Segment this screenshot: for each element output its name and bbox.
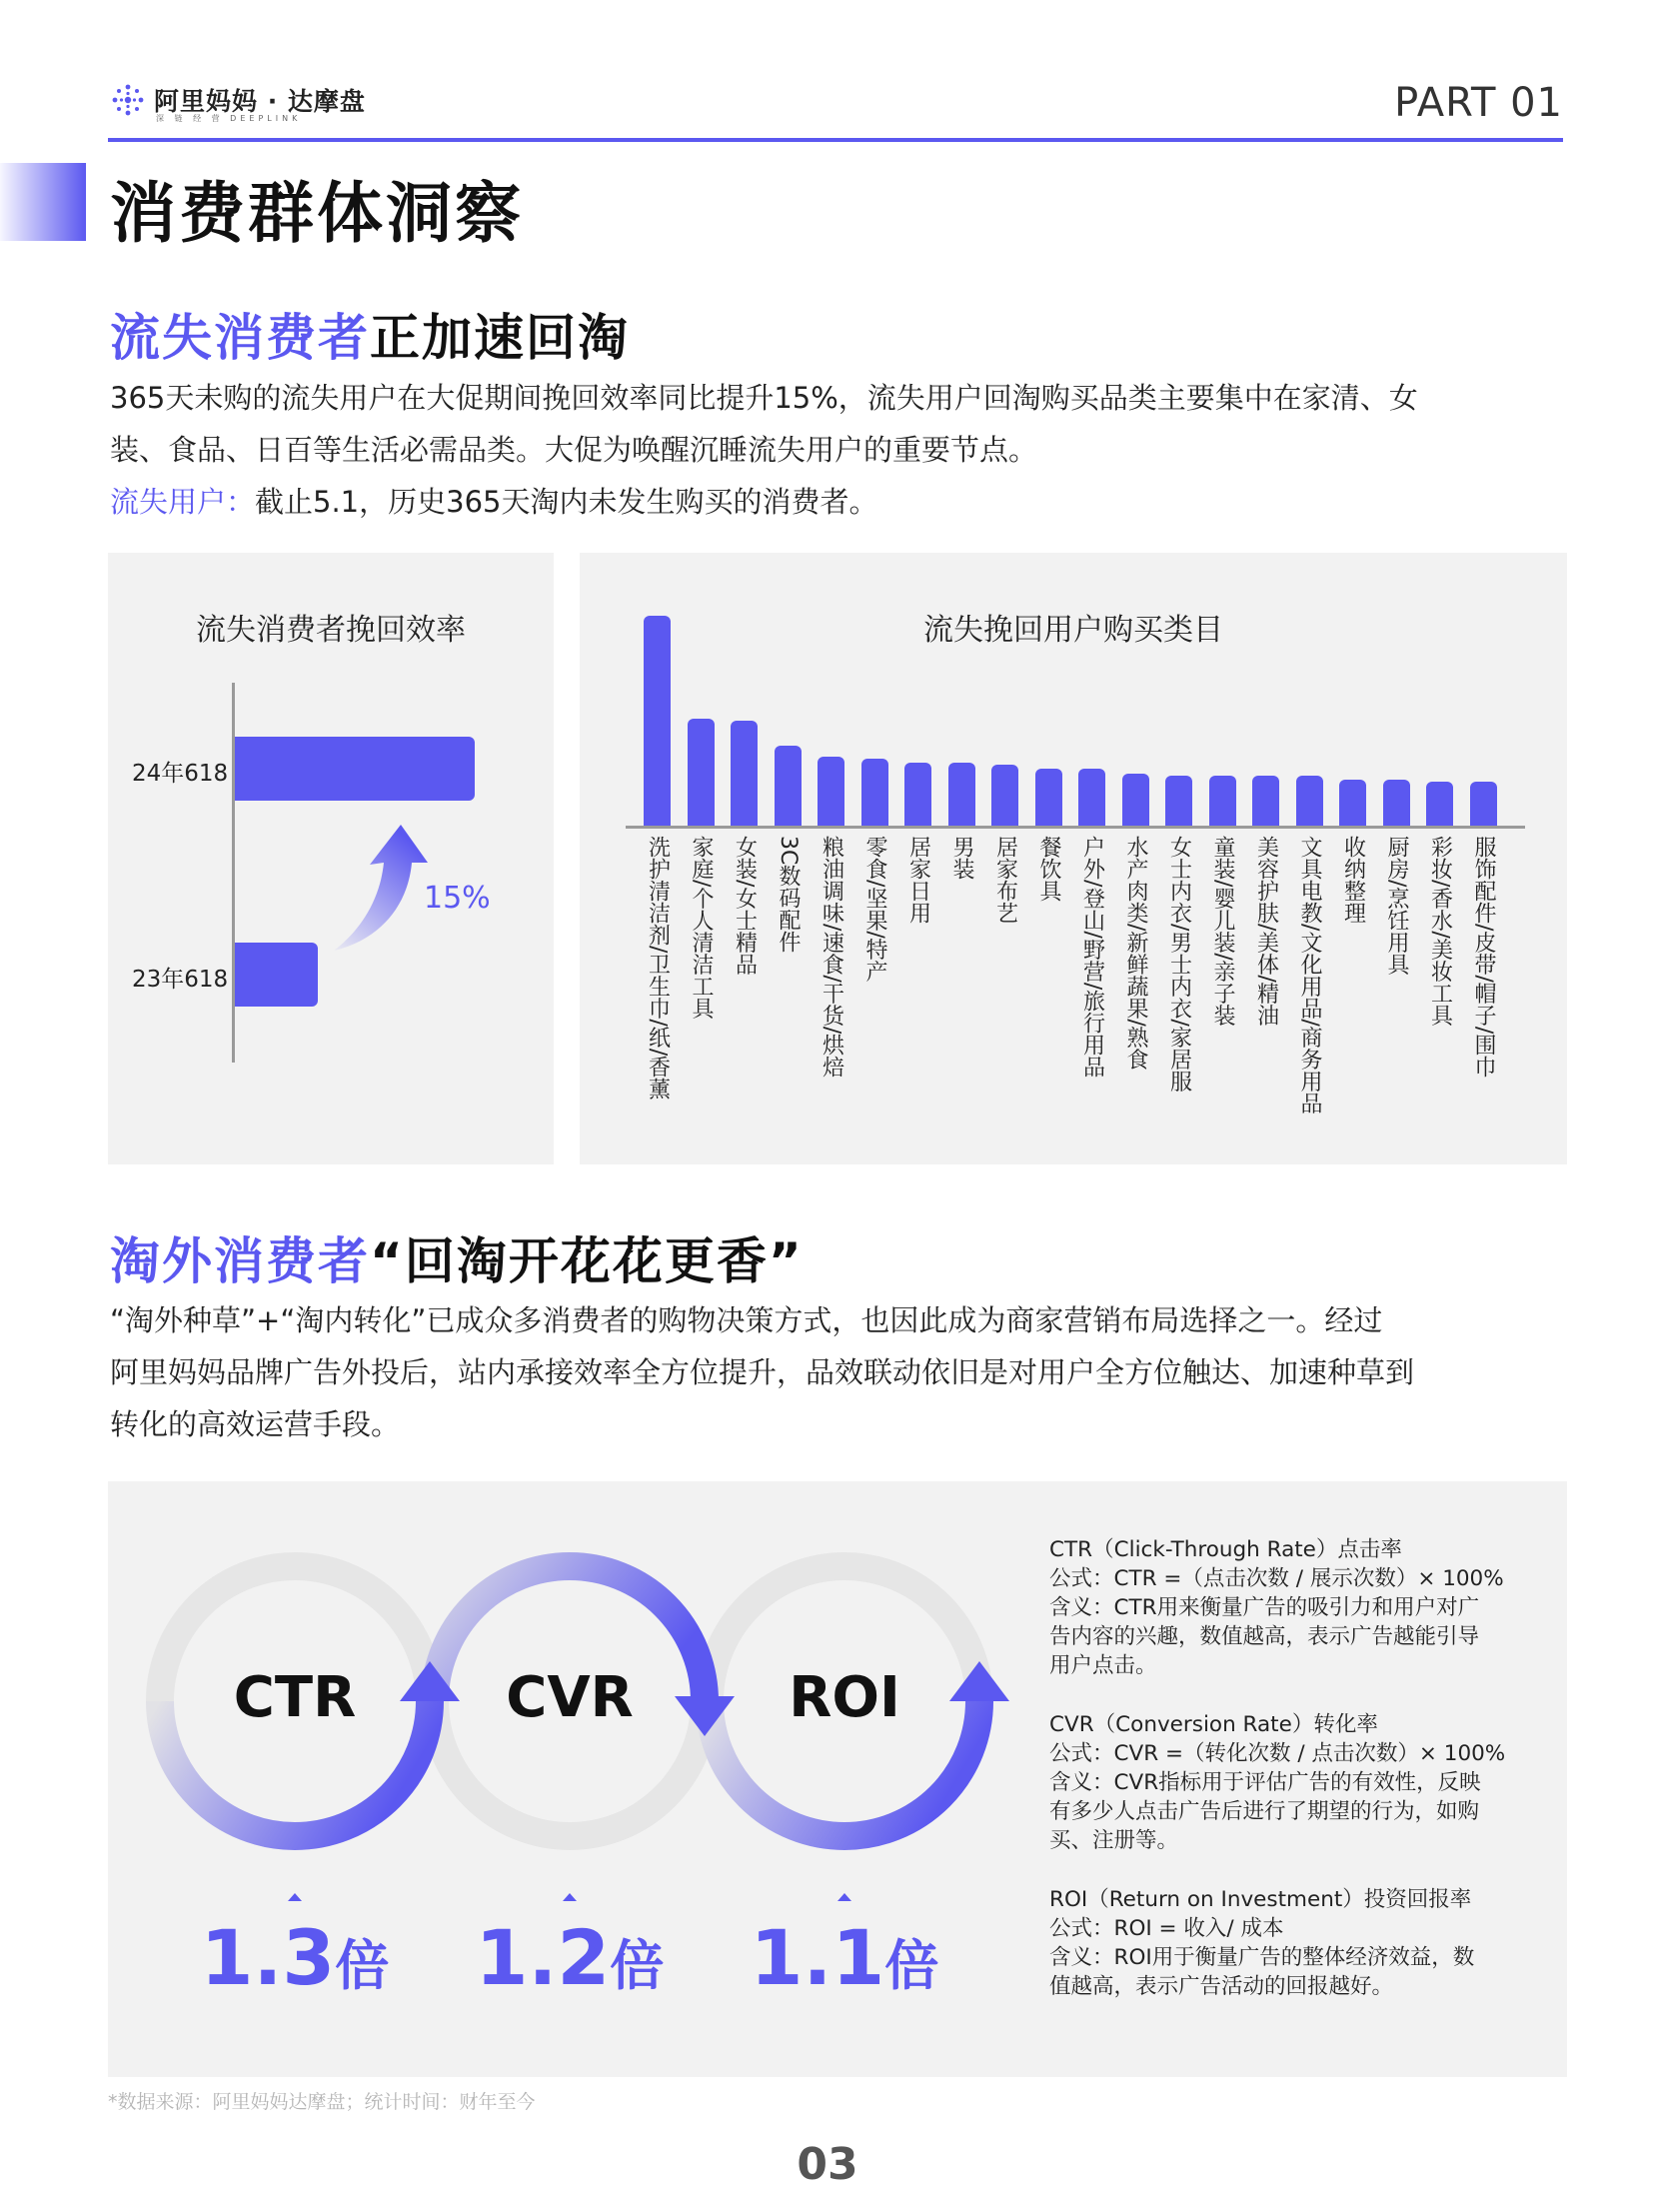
vbar: [1035, 769, 1062, 826]
section2-line: 转化的高效运营手段。: [110, 1407, 401, 1441]
vbar-label: 女士内衣/男士内衣/家居服: [1166, 836, 1192, 1093]
definition-label: 流失用户：: [110, 485, 256, 519]
definition-meaning: 告内容的兴趣，数值越高，表示广告越能引导: [1049, 1624, 1480, 1649]
vbar-label: 男装: [949, 836, 974, 880]
definition-formula: 公式：CVR =（转化次数 / 点击次数）× 100%: [1049, 1741, 1506, 1766]
section1-title: [110, 298, 630, 370]
hbar-label: 24年618: [132, 761, 229, 787]
vbar: [991, 765, 1018, 826]
vbar-label: 零食/坚果/特产: [862, 836, 887, 983]
definition-meaning: 含义：ROI用于衡量广告的整体经济效益，数: [1049, 1945, 1475, 1970]
definition-line: [110, 476, 1569, 528]
vbar-label: 美容护肤/美体/精油: [1253, 836, 1279, 1027]
pointer-icon: [837, 1893, 851, 1901]
section2-line: “淘外种草”+“淘内转化”已成众多消费者的购物决策方式，也因此成为商家营销布局选择之一。经过: [110, 1303, 1383, 1337]
chart-title: 流失消费者挽回效率: [196, 613, 466, 648]
vbar: [1296, 776, 1323, 826]
section2-line: 阿里妈妈品牌广告外投后，站内承接效率全方位提升，品效联动依旧是对用户全方位触达、加速种草到: [110, 1355, 1415, 1389]
vbar-label: 户外/登山/野营/旅行用品: [1079, 836, 1105, 1079]
definition-meaning: 值越高，表示广告活动的回报越好。: [1049, 1974, 1394, 1999]
vbar: [948, 763, 975, 826]
section2-title: [110, 1221, 804, 1293]
section1-line: 365天未购的流失用户在大促期间挽回效率同比提升15%，流失用户回淘购买品类主要集中在家清、女: [110, 381, 1418, 415]
vbar-label: 厨房/烹饪用具: [1384, 836, 1409, 976]
logo-name: 阿里妈妈 · 达摩盘: [154, 87, 366, 116]
multiplier-unit: 倍: [884, 1934, 939, 1997]
definition-meaning: 用户点击。: [1049, 1653, 1157, 1678]
growth-arrow-icon: [328, 823, 438, 953]
definition-meaning: 含义：CTR用来衡量广告的吸引力和用户对广: [1049, 1595, 1480, 1620]
section1-paragraph: [110, 372, 1569, 528]
brand-logo: [108, 80, 368, 124]
vbar-label: 文具电教/文化用品/商务用品: [1297, 836, 1322, 1114]
cvr-multiplier: [440, 1913, 700, 2002]
ctr-definition: [1049, 1535, 1549, 1680]
vbar: [1470, 782, 1497, 826]
roi-definition: [1049, 1885, 1549, 2001]
data-source-note: *数据来源：阿里妈妈达摩盘；统计时间：财年至今: [108, 2091, 536, 2113]
pointer-icon: [563, 1893, 577, 1901]
pointer-icon: [288, 1893, 302, 1901]
section2-title-rest: “回淘开花花更香”: [370, 1232, 804, 1290]
vbar: [688, 719, 715, 826]
vbar: [1122, 774, 1149, 827]
vbar: [818, 757, 844, 826]
vbar: [1078, 769, 1105, 826]
section2-title-highlight: 淘外消费者: [110, 1232, 370, 1290]
multiplier-value: 1.1: [750, 1913, 885, 2002]
chart-title: 流失挽回用户购买类目: [923, 613, 1223, 648]
vbar-label: 水产肉类/新鲜蔬果/熟食: [1123, 836, 1148, 1071]
definition-title: CVR（Conversion Rate）转化率: [1049, 1712, 1378, 1737]
vbar-label: 洗护清洁剂/卫生巾/纸/香薰: [645, 836, 671, 1101]
vbar-label: 童装/婴儿装/亲子装: [1210, 836, 1235, 1027]
vbar: [644, 616, 671, 826]
growth-annotation: 15%: [424, 881, 491, 916]
definition-title: CTR（Click-Through Rate）点击率: [1049, 1537, 1402, 1562]
x-axis: [626, 826, 1525, 829]
vbar: [904, 763, 931, 826]
vbar-label: 家庭/个人清洁工具: [689, 836, 714, 1020]
hbar: [235, 943, 318, 1007]
vbar: [1209, 776, 1236, 826]
hbar-label: 23年618: [132, 967, 229, 993]
definition-formula: 公式：ROI = 收入/ 成本: [1049, 1916, 1284, 1941]
multiplier-unit: 倍: [335, 1934, 390, 1997]
definition-meaning: 有多少人点击广告后进行了期望的行为，如购: [1049, 1799, 1480, 1824]
corner-accent: [0, 163, 86, 241]
ctr-multiplier: [165, 1913, 425, 2002]
vbar: [1339, 780, 1366, 826]
vbar-label: 女装/女士精品: [732, 836, 758, 976]
cvr-definition: [1049, 1710, 1549, 1855]
page-title: 消费群体洞察: [110, 175, 524, 252]
part-label: PART 01: [1394, 80, 1563, 126]
vbar: [1165, 776, 1192, 826]
logo-subtitle: 深 链 经 营 DEEPLINK: [156, 114, 302, 123]
vbar: [731, 721, 758, 826]
vbar-label: 居家日用: [905, 836, 931, 924]
definition-meaning: 含义：CVR指标用于评估广告的有效性，反映: [1049, 1770, 1481, 1795]
definition-meaning: 买、注册等。: [1049, 1828, 1179, 1853]
vbar: [775, 746, 802, 826]
vbar-label: 彩妆/香水/美妆工具: [1427, 836, 1453, 1027]
vbar: [1383, 780, 1410, 826]
multiplier-value: 1.2: [475, 1913, 611, 2002]
vbar: [861, 759, 888, 826]
categories-panel: [580, 553, 1567, 1164]
multiplier-unit: 倍: [610, 1934, 665, 1997]
roi-label: ROI: [789, 1665, 900, 1730]
logo-mark-icon: [108, 80, 148, 120]
vbar-label: 3C数码配件: [776, 836, 801, 954]
vbar-label: 粮油调味/速食/干货/烘焙: [819, 836, 844, 1079]
multiplier-value: 1.3: [200, 1913, 336, 2002]
section1-title-rest: 正加速回淘: [370, 309, 630, 367]
hbar: [235, 737, 475, 801]
vbar-label: 服饰配件/皮带/帽子/围巾: [1471, 836, 1496, 1079]
section1-title-highlight: 流失消费者: [110, 309, 370, 367]
definition-text: 截止5.1，历史365天淘内未发生购买的消费者。: [255, 485, 878, 519]
definition-title: ROI（Return on Investment）投资回报率: [1049, 1887, 1472, 1912]
vbar: [1252, 776, 1279, 826]
definition-formula: 公式：CTR =（点击次数 / 展示次数）× 100%: [1049, 1566, 1504, 1591]
page-number: 03: [797, 2139, 858, 2190]
section1-line: 装、食品、日百等生活必需品类。大促为唤醒沉睡流失用户的重要节点。: [110, 433, 1038, 467]
ctr-label: CTR: [233, 1665, 357, 1730]
section2-paragraph: [110, 1294, 1569, 1450]
roi-multiplier: [715, 1913, 974, 2002]
vbar-label: 餐饮具: [1036, 836, 1061, 902]
vbar-label: 收纳整理: [1340, 836, 1366, 924]
header-divider: [108, 138, 1563, 142]
cvr-label: CVR: [506, 1665, 634, 1730]
vbar-label: 居家布艺: [992, 836, 1018, 924]
recovery-rate-panel: [108, 553, 554, 1164]
vbar: [1426, 782, 1453, 826]
